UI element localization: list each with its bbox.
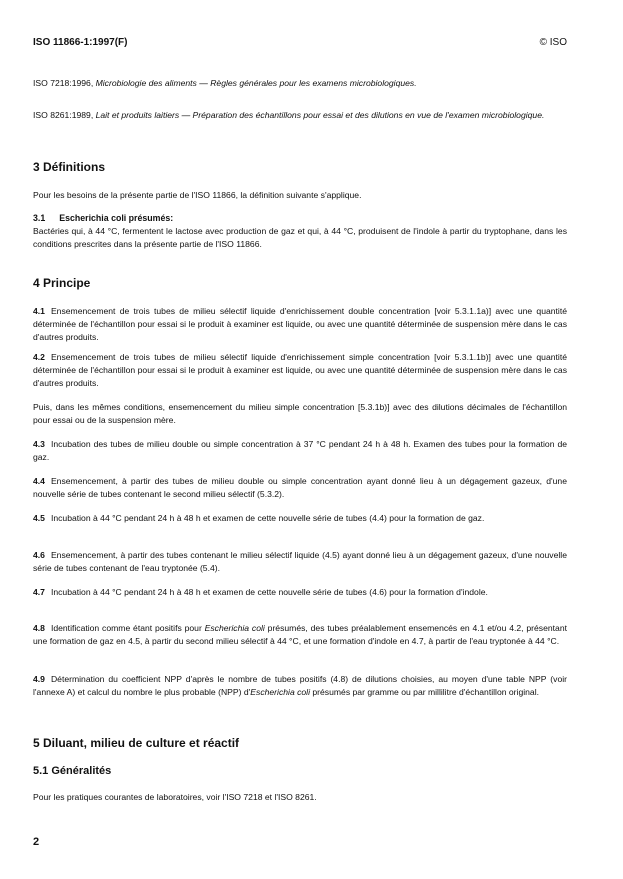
section-3-intro: Pour les besoins de la présente partie de l'ISO 11866, la définition suivante s'applique. (33, 190, 362, 200)
principle-paragraph: Puis, dans les mêmes conditions, ensemencement du milieu simple concentration [5.3.1b)] avec des dilutions décimales de l'échantillon pour essai ou de la suspension mère. (33, 402, 567, 425)
reference-iso-8261: ISO 8261:1989, Lait et produits laitiers — Préparation des échantillons pour essai et des dilutions en vue de l'examen microbiologique. (33, 110, 545, 120)
section-5-1-text: Pour les pratiques courantes de laboratoires, voir l'ISO 7218 et l'ISO 8261. (33, 792, 317, 802)
principle-item: 4.5 Incubation à 44 °C pendant 24 h à 48 h et examen de cette nouvelle série de tubes (4.4) pour la formation de gaz. (33, 513, 485, 523)
section-3-title: 3 Définitions (33, 160, 106, 174)
principle-item: 4.3 Incubation des tubes de milieu double ou simple concentration à 37 °C pendant 24 h à 48 h. Examen des tubes pour la formation de gaz. (33, 439, 567, 462)
page-number: 2 (33, 836, 40, 848)
definition-text: Bactéries qui, à 44 °C, fermentent le lactose avec production de gaz et qui, à 44 °C, produisent de l'indole à partir du tryptophane, dans les conditions prescrites dans la présente partie de l'ISO 11866. (33, 226, 567, 249)
principle-item: 4.1 Ensemencement de trois tubes de milieu sélectif liquide d'enrichissement double concentration [voir 5.3.1.1a)] avec une quantité déterminée de l'échantillon pour essai si le produit à examiner est liquide, ou avec une quantité déterminée de suspension mère dans le cas d'autres produits. (33, 306, 567, 342)
principle-item: 4.6 Ensemencement, à partir des tubes contenant le milieu sélectif liquide (4.5) ayant donné lieu à un dégagement gazeux, d'une nouvelle série de tubes contenant de l'eau tryptonée (5.4). (33, 550, 567, 573)
principle-item: 4.8 Identification comme étant positifs pour Escherichia coli présumés, des tubes préalablement ensemencés en 4.1 et/ou 4.2, présentant une formation de gaz en 4.5, à partir du second milieu sélectif à 44 °C, et une formation d'indole en 4.7, à partir de l'eau tryptonée à 44 °C. (33, 623, 567, 646)
copyright-mark: © ISO (539, 37, 567, 48)
principle-item: 4.9 Détermination du coefficient NPP d'après le nombre de tubes positifs (4.8) de dilutions choisies, au moyen d'une table NPP (voir l'annexe A) et calcul du nombre le plus probable (NPP) d'Escherichia coli présumés par gramme ou par millilitre d'échantillon original. (33, 674, 567, 697)
document-id: ISO 11866-1:1997(F) (33, 37, 128, 48)
reference-iso-7218: ISO 7218:1996, Microbiologie des aliments — Règles générales pour les examens microbiologiques. (33, 78, 417, 88)
principle-item: 4.2 Ensemencement de trois tubes de milieu sélectif liquide d'enrichissement simple concentration [voir 5.3.1.1b)] avec une quantité déterminée de l'échantillon pour essai si le produit à examiner est liquide, ou avec une quantité déterminée de suspension mère dans le cas d'autres produits. (33, 352, 567, 388)
definition-heading: 3.1 Escherichia coli présumés: (33, 213, 174, 223)
section-5-title: 5 Diluant, milieu de culture et réactif (33, 736, 240, 750)
section-5-1-title: 5.1 Généralités (33, 765, 112, 777)
principle-item: 4.7 Incubation à 44 °C pendant 24 h à 48 h et examen de cette nouvelle série de tubes (4.6) pour la formation d'indole. (33, 587, 488, 597)
principle-item: 4.4 Ensemencement, à partir des tubes de milieu double ou simple concentration ayant donné lieu à un dégagement gazeux, d'une nouvelle série de tubes contenant le second milieu sélectif (5.3.2). (33, 476, 567, 499)
section-4-title: 4 Principe (33, 276, 91, 290)
